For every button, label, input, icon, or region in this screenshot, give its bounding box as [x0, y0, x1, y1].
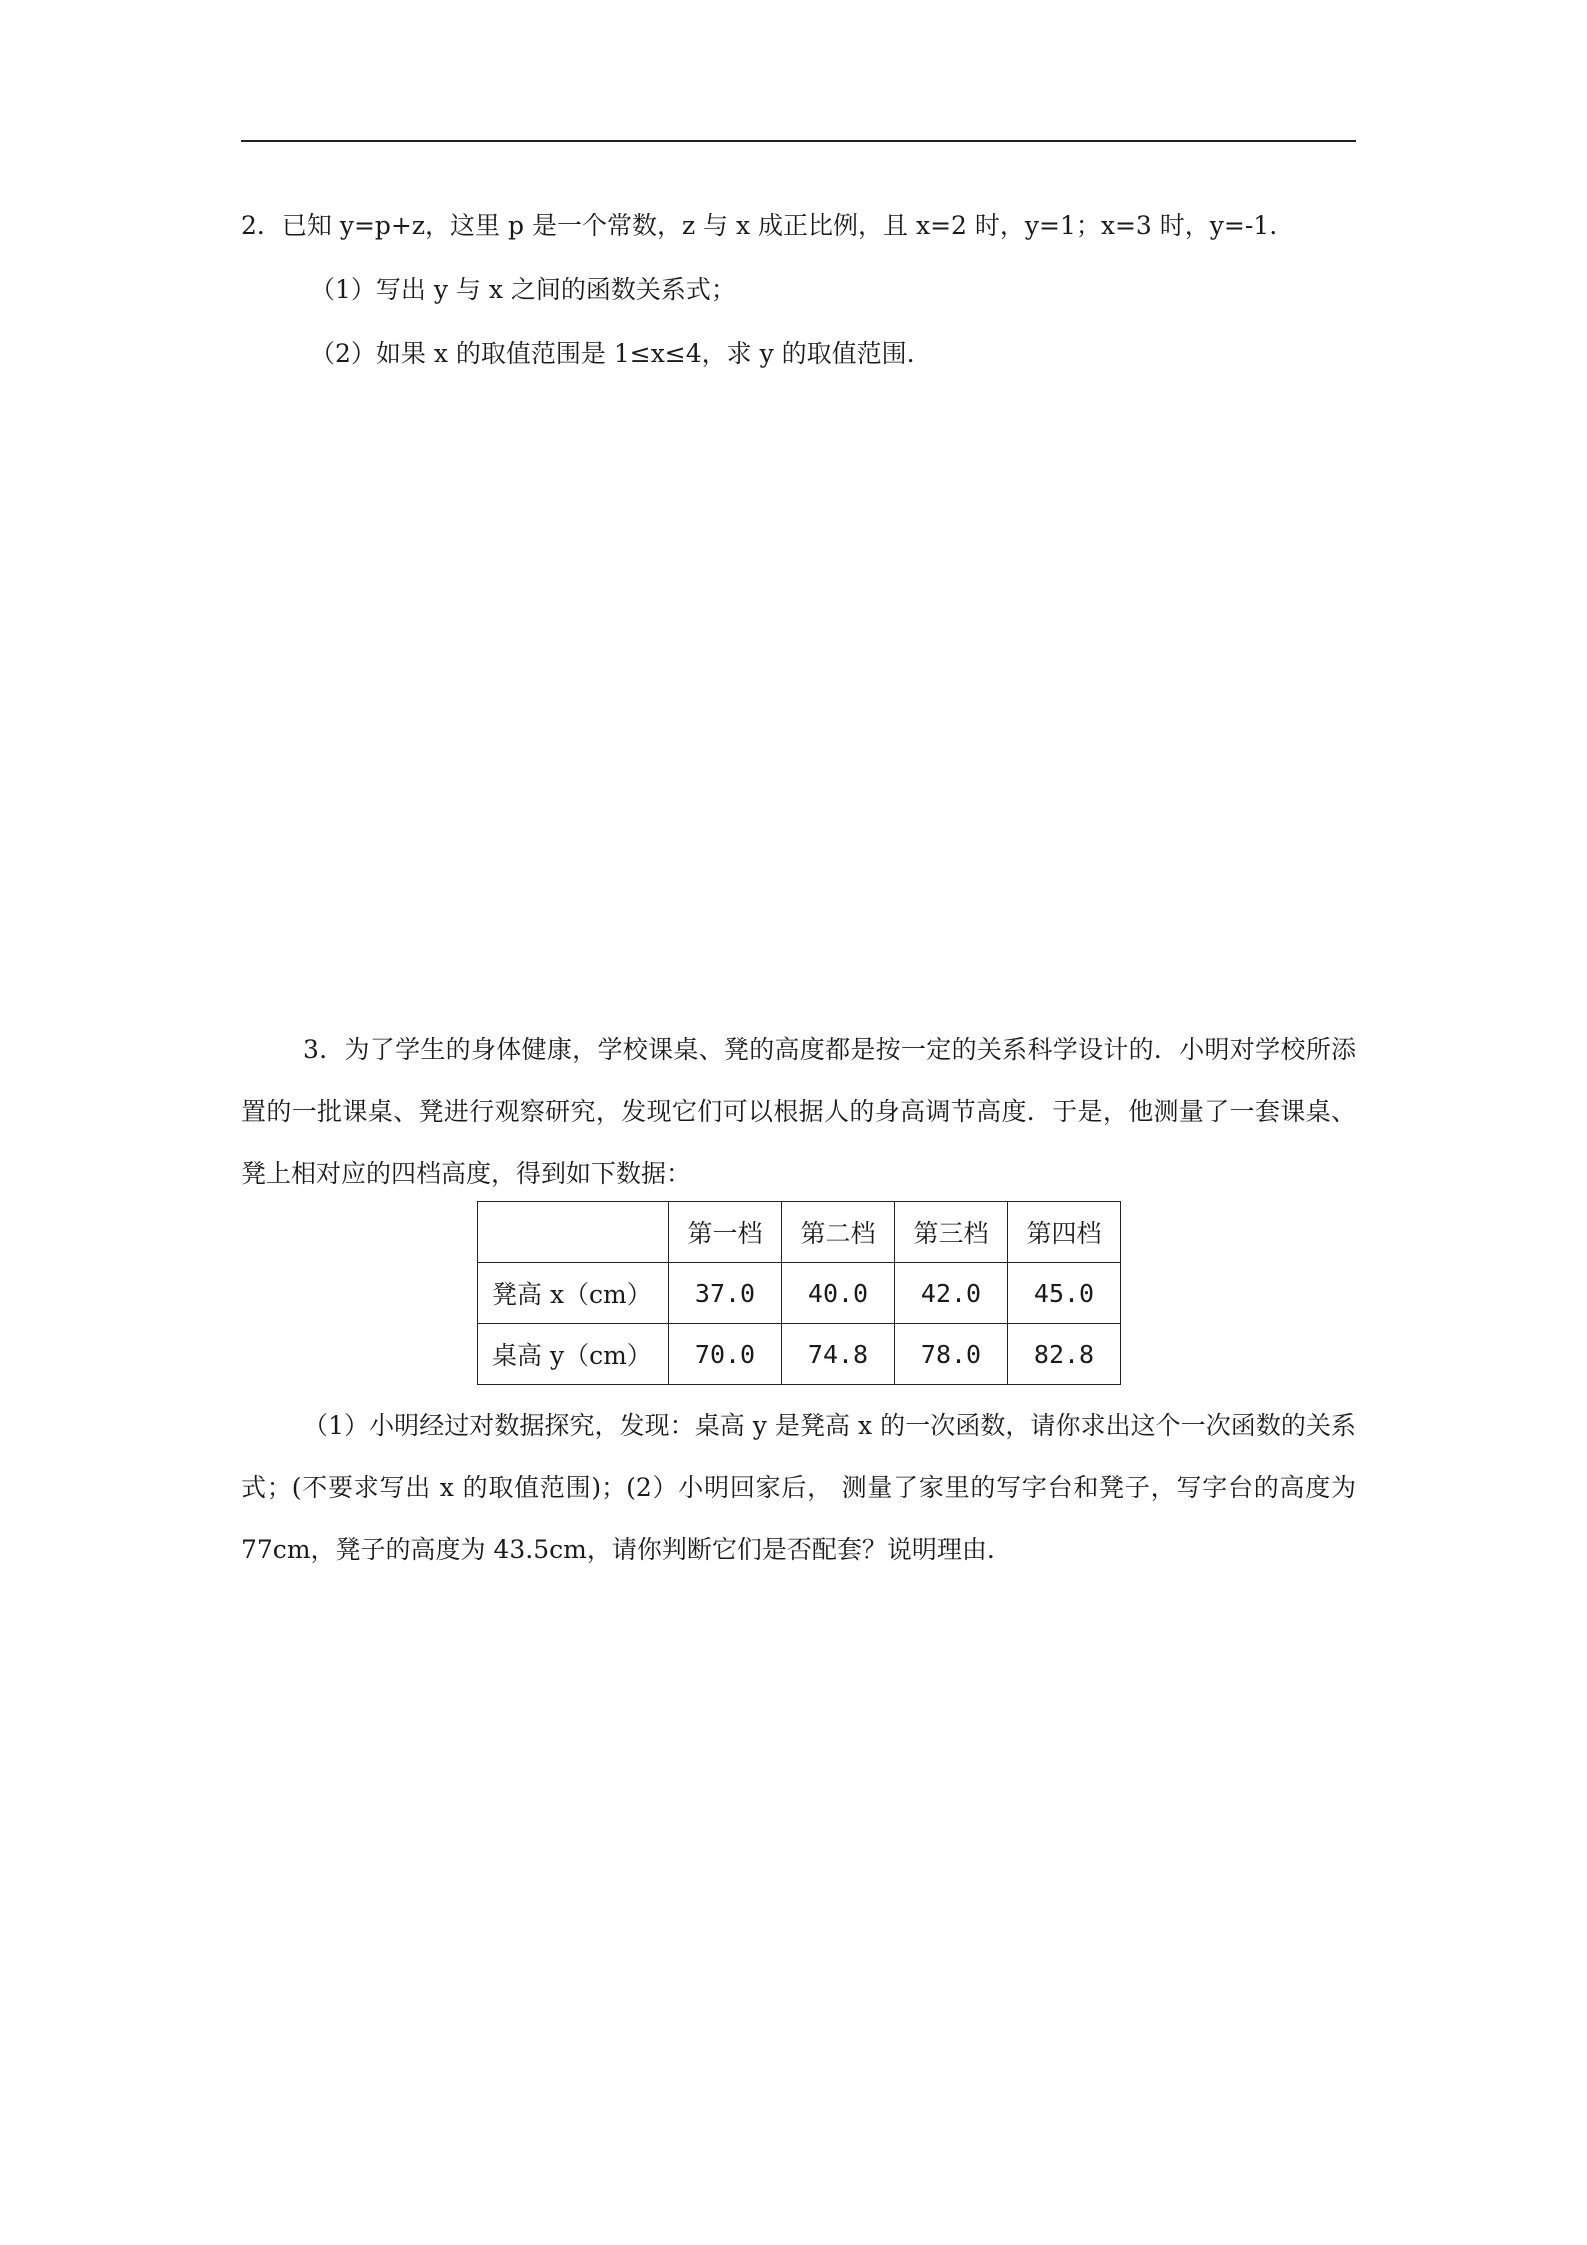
q2-part1: （1）写出 y 与 x 之间的函数关系式； [310, 275, 736, 304]
q2-part2: （2）如果 x 的取值范围是 1≤x≤4，求 y 的取值范围. [310, 339, 915, 368]
header-rule [241, 140, 1356, 142]
table-cell: 74.8 [782, 1324, 895, 1385]
table-cell: 70.0 [669, 1324, 782, 1385]
table-header-cell: 第三档 [895, 1202, 1008, 1263]
table-cell: 37.0 [669, 1263, 782, 1324]
q3-parts-paragraph [241, 1395, 1356, 1581]
table-row [478, 1324, 1121, 1385]
q3-parts: （1）小明经过对数据探究，发现：桌高 y 是凳高 x 的一次函数，请你求出这个一次函数的关系式；(不要求写出 x 的取值范围)；(2）小明回家后， 测量了家里的写字台和凳子，写字台的高度为 77cm，凳子的高度为 43.5cm，请你判断它们是否配套？说明理由. [241, 1411, 1356, 1564]
table-header-cell: 第一档 [669, 1202, 782, 1263]
table-cell: 78.0 [895, 1324, 1008, 1385]
table-header-row [478, 1202, 1121, 1263]
table-cell: 82.8 [1008, 1324, 1121, 1385]
table-cell: 42.0 [895, 1263, 1008, 1324]
q2-stem: 2．已知 y=p+z，这里 p 是一个常数，z 与 x 成正比例，且 x=2 时，y=1；x=3 时，y=-1. [241, 211, 1278, 240]
height-data-table [477, 1201, 1121, 1385]
table-header-cell: 第四档 [1008, 1202, 1121, 1263]
table-row-label: 桌高 y（cm） [478, 1324, 669, 1385]
table-cell: 40.0 [782, 1263, 895, 1324]
table-row [478, 1263, 1121, 1324]
q3-intro-paragraph [241, 1019, 1356, 1205]
table-header-cell: 第二档 [782, 1202, 895, 1263]
table-row-label: 凳高 x（cm） [478, 1263, 669, 1324]
table-cell: 45.0 [1008, 1263, 1121, 1324]
table-corner-cell [478, 1202, 669, 1263]
q3-intro: 3．为了学生的身体健康，学校课桌、凳的高度都是按一定的关系科学设计的．小明对学校所添置的一批课桌、凳进行观察研究，发现它们可以根据人的身高调节高度．于是，他测量了一套课桌、凳上相对应的四档高度，得到如下数据： [241, 1035, 1356, 1188]
